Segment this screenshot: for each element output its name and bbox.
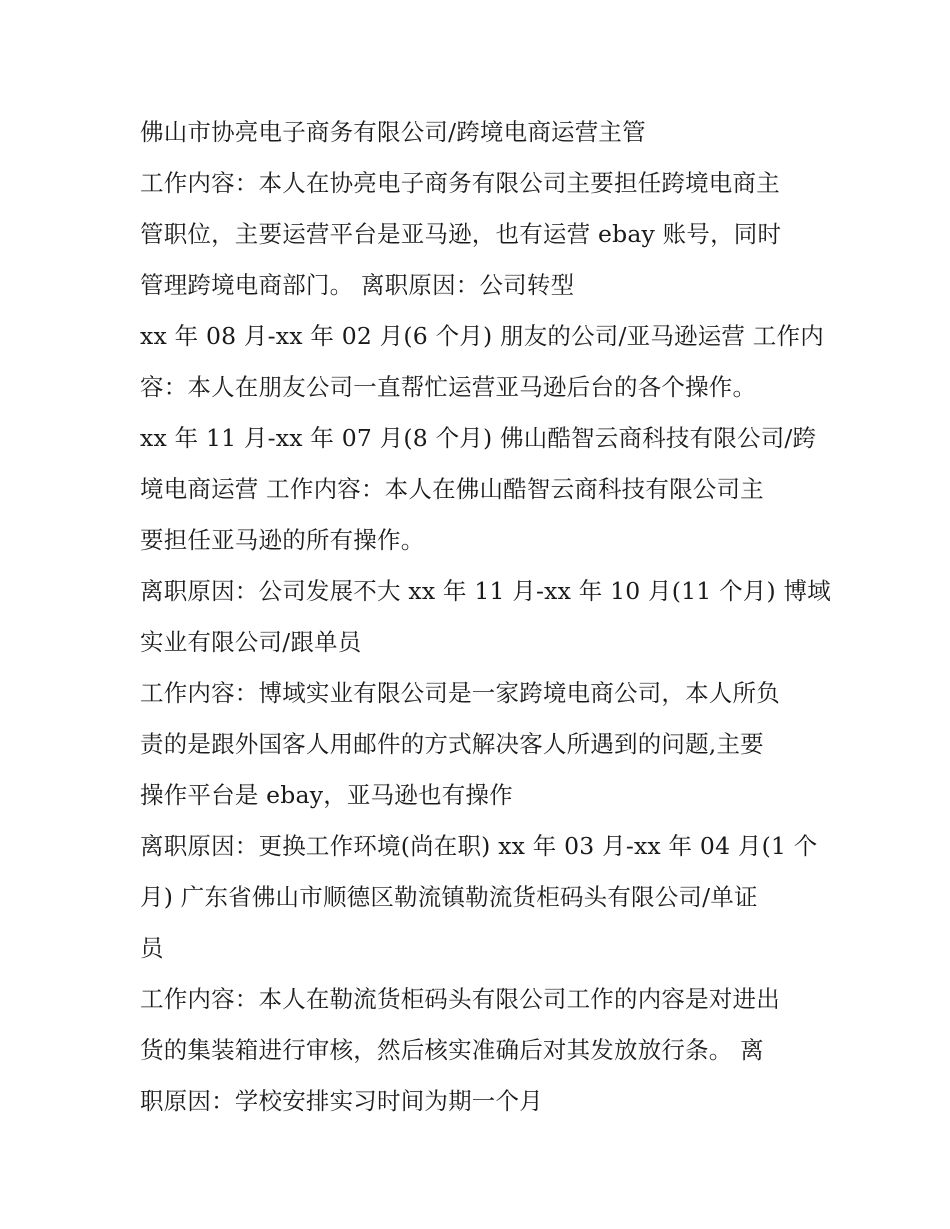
text-line: 职原因：学校安排实习时间为期一个月 [140,1087,543,1115]
document-body [140,107,830,1127]
text-line: 责的是跟外国客人用邮件的方式解决客人所遇到的问题,主要 [140,730,764,758]
text-line: 员 [140,934,164,962]
text-line: 工作内容：本人在勒流货柜码头有限公司工作的内容是对进出 [140,985,780,1013]
text-line: 境电商运营 工作内容：本人在佛山酷智云商科技有限公司主 [140,475,764,503]
text-line: xx 年 08 月-xx 年 02 月(6 个月) 朋友的公司/亚马逊运营 工作内 [140,322,824,350]
text-line: 管职位，主要运营平台是亚马逊，也有运营 ebay 账号，同时 [140,220,782,248]
text-line: 工作内容：本人在协亮电子商务有限公司主要担任跨境电商主 [140,169,780,197]
text-line: 离职原因：更换工作环境(尚在职) xx 年 03 月-xx 年 04 月(1 个 [140,832,818,860]
text-line: 月) 广东省佛山市顺德区勒流镇勒流货柜码头有限公司/单证 [140,883,758,911]
text-line: 容：本人在朋友公司一直帮忙运营亚马逊后台的各个操作。 [140,373,757,401]
text-line: 实业有限公司/跟单员 [140,628,362,656]
text-line: 货的集装箱进行审核，然后核实准确后对其发放放行条。 离 [140,1036,764,1064]
text-line: 佛山市协亮电子商务有限公司/跨境电商运营主管 [140,118,646,146]
text-line: 工作内容：博域实业有限公司是一家跨境电商公司，本人所负 [140,679,780,707]
text-line: 要担任亚马逊的所有操作。 [140,526,425,554]
text-line: 操作平台是 ebay，亚马逊也有操作 [140,781,513,809]
text-line: 管理跨境电商部门。 离职原因：公司转型 [140,271,575,299]
text-line: xx 年 11 月-xx 年 07 月(8 个月) 佛山酷智云商科技有限公司/跨 [140,424,817,452]
text-line: 离职原因：公司发展不大 xx 年 11 月-xx 年 10 月(11 个月) 博域 [140,577,831,605]
